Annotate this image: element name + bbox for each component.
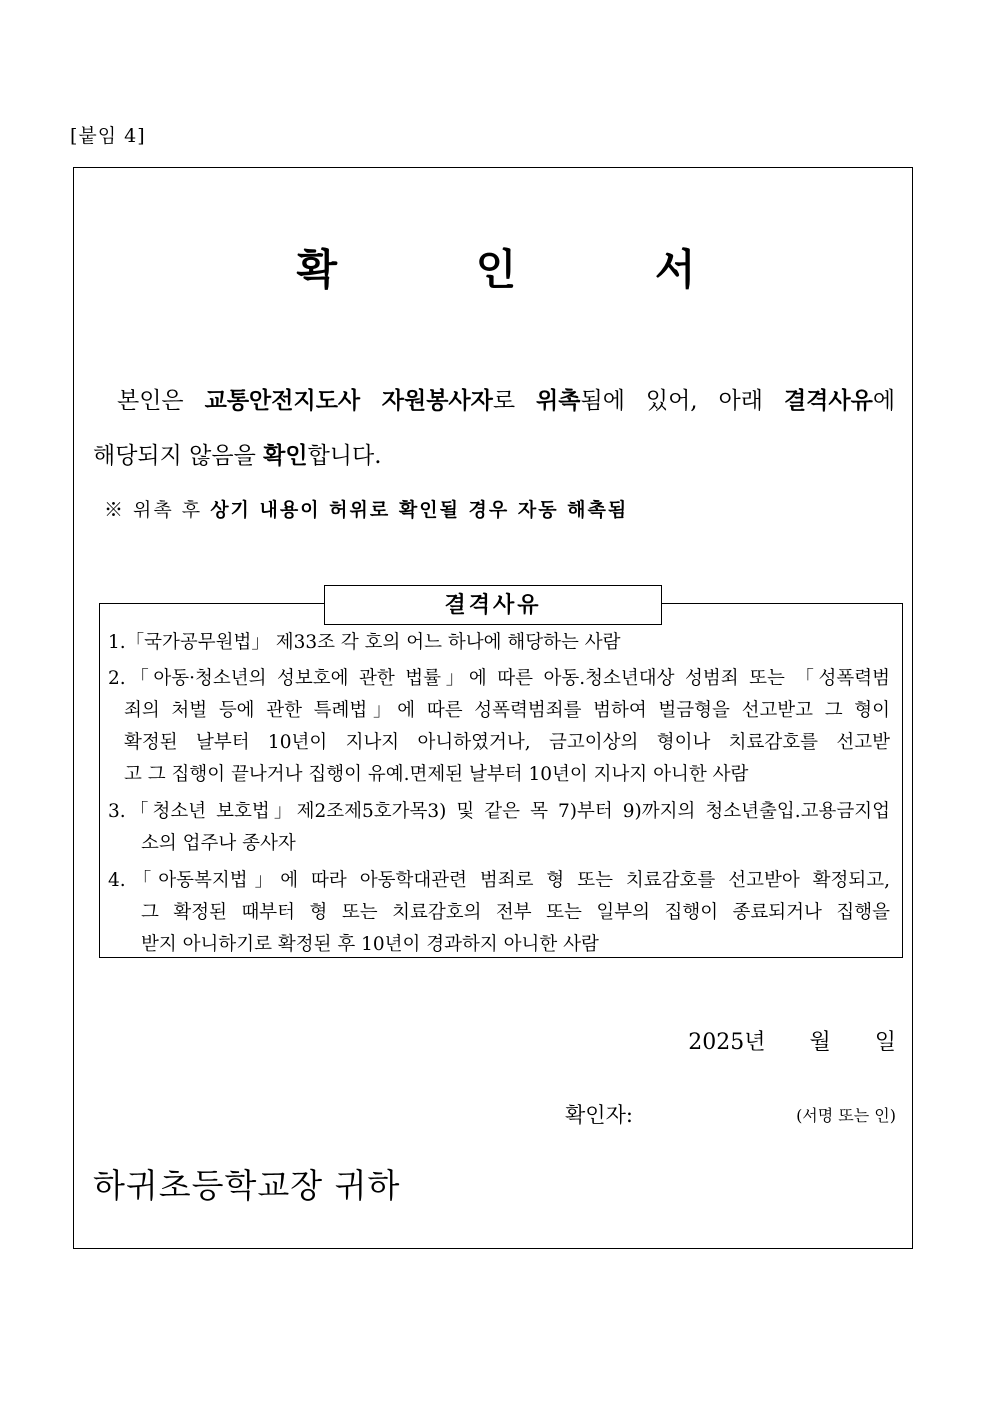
reason-line: 4.「아동복지법」에 따라 아동학대관련 범죄로 형 또는 치료감호를 선고받아 확정되고, — [108, 870, 890, 891]
reason-item-2 — [108, 663, 890, 791]
reason-line: 그 확정된 때부터 형 또는 치료감호의 전부 또는 일부의 집행이 종료되거나 집행을 — [141, 902, 890, 923]
reason-line: 확정된 날부터 10년이 지나지 아니하였거나, 금고이상의 형이나 치료감호를 선고받 — [124, 732, 890, 753]
addressee: 하귀초등학교장 귀하 — [93, 1166, 401, 1205]
reason-item-1 — [108, 627, 890, 659]
signature-note: (서명 또는 인) — [796, 1106, 896, 1125]
intro-line-1: 본인은 교통안전지도사 자원봉사자로 위촉됨에 있어, 아래 결격사유에 — [117, 387, 896, 414]
disqualification-header: 결격사유 — [324, 585, 662, 625]
date-line — [688, 1025, 896, 1056]
reason-line: 소의 업주나 종사자 — [141, 833, 296, 854]
date-day: 일 — [874, 1030, 896, 1055]
reason-line: 1.「국가공무원법」 제33조 각 호의 어느 하나에 해당하는 사람 — [108, 632, 621, 653]
page-title: 확 인 서 — [296, 245, 758, 294]
attachment-label: [붙임 4] — [70, 125, 146, 147]
dismissal-notice: ※ 위촉 후 상기 내용이 허위로 확인될 경우 자동 해촉됨 — [104, 499, 629, 521]
reason-line: 3.「청소년 보호법」제2조제5호가목3) 및 같은 목 7)부터 9)까지의 청소년출입.고용금지업 — [108, 801, 890, 822]
reason-line: 고 그 집행이 끝나거나 집행이 유예.면제된 날부터 10년이 지나지 아니한 사람 — [124, 764, 749, 785]
reason-line: 받지 아니하기로 확정된 후 10년이 경과하지 아니한 사람 — [141, 934, 599, 955]
date-year: 2025년 — [688, 1030, 766, 1055]
reason-item-4 — [108, 865, 890, 961]
reason-line: 2.「아동·청소년의 성보호에 관한 법률」에 따른 아동.청소년대상 성범죄 또는 「성폭력범 — [108, 668, 890, 689]
reason-item-3 — [108, 796, 890, 860]
reason-line: 죄의 처벌 등에 관한 특례법」에 따른 성폭력범죄를 범하여 벌금형을 선고받고 그 형이 — [124, 700, 890, 721]
confirmer-label: 확인자: — [565, 1103, 633, 1127]
intro-line-2: 해당되지 않음을 확인합니다. — [93, 442, 382, 469]
date-month: 월 — [809, 1030, 831, 1055]
